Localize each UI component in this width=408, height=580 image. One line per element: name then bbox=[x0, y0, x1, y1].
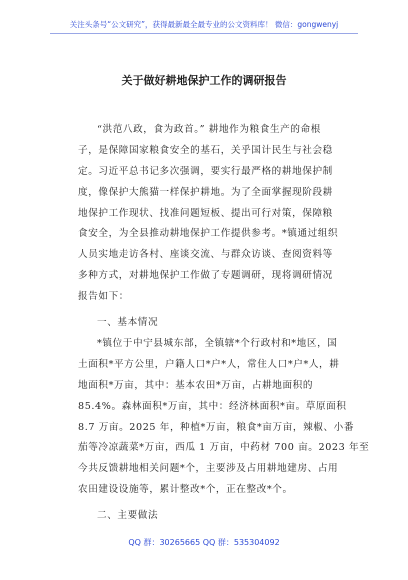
section-heading-basic-info: 一、基本情况 bbox=[97, 317, 159, 328]
paragraph-line: 定。习近平总书记多次强调，要实行最严格的耕地保护制 bbox=[78, 165, 333, 177]
paragraph-line: 土面积*平方公里，户籍人口*户*人，常住人口*户*人，耕 bbox=[78, 358, 340, 370]
header-divider bbox=[50, 33, 358, 34]
paragraph-line: 食安全，为全县推动耕地保护工作提供参考。*镇通过组织 bbox=[78, 228, 339, 240]
section-heading-main-practices: 二、主要做法 bbox=[97, 510, 159, 521]
header-watermark-note: 关注头条号“公文研究”，获得最新最全最专业的公文资料库！ 微信：gongwenyj bbox=[69, 20, 339, 29]
paragraph-line: 地面积*万亩，其中：基本农田*万亩，占耕地面积的 bbox=[78, 379, 314, 391]
footer-watermark-note: QQ 群：30265665 QQ 群：535304092 bbox=[128, 538, 280, 547]
paragraph-line: *镇位于中宁县城东部，全镇辖*个行政村和*地区，国 bbox=[97, 338, 338, 349]
intro-paragraph bbox=[78, 120, 339, 308]
paragraph-line: 地保护工作现状、找准问题短板、提出可行对策，保障粮 bbox=[78, 207, 333, 219]
paragraph-line: 度，像保护大熊猫一样保护耕地。为了全面掌握现阶段耕 bbox=[78, 186, 333, 198]
paragraph-line: 多种方式，对耕地保护工作做了专题调研，现将调研情况 bbox=[78, 270, 333, 282]
paragraph-line: 子，是保障国家粮食安全的基石，关乎国计民生与社会稳 bbox=[78, 144, 333, 156]
basic-info-paragraph bbox=[78, 334, 370, 501]
paragraph-line: 今共反馈耕地相关问题*个，主要涉及占用耕地建房、占用 bbox=[78, 463, 339, 475]
document-title: 关于做好耕地保护工作的调研报告 bbox=[121, 74, 287, 87]
paragraph-line: 85.4%。森林面积*万亩，其中：经济林面积*亩。草原面积 bbox=[78, 400, 347, 412]
paragraph-line: 农田建设设施等，累计整改*个，正在整改*个。 bbox=[78, 484, 293, 496]
paragraph-line: 报告如下： bbox=[78, 291, 129, 303]
paragraph-line: 8.7 万亩。2025 年，种植*万亩，粮食*亩万亩，辣椒、小番 bbox=[78, 421, 355, 433]
paragraph-line: 茄等冷凉蔬菜*万亩，西瓜 1 万亩，中药材 700 亩。2023 年至 bbox=[78, 442, 370, 454]
paragraph-line: “洪范八政，食为政首。” 耕地作为粮食生产的命根 bbox=[97, 124, 321, 135]
paragraph-line: 人员实地走访各村、座谈交流、与群众访谈、查阅资料等 bbox=[78, 249, 333, 261]
